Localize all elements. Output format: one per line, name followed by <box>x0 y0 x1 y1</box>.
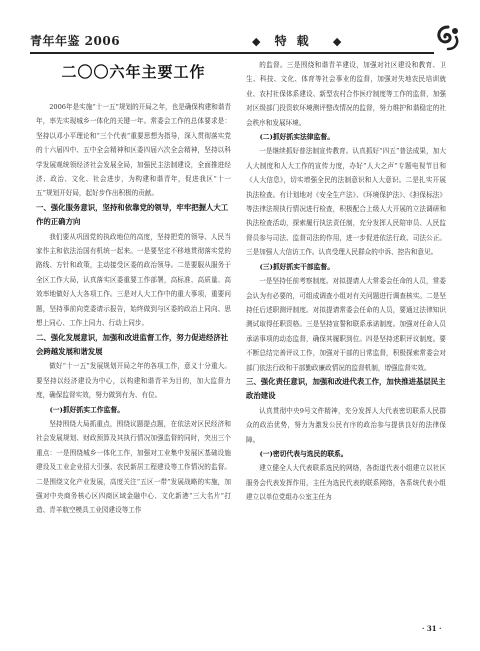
diamond-icon: ◆ <box>332 35 342 48</box>
paragraph: 一是坚持任前考察制度。对拟提请人大常委会任命的人员，常委会认为有必要的，可组成调查小组对有关问题进行调查核实。二是坚持任后述职测评制度。对拟提请常委会任命的人员，要通过法律知识测试取得任职资格。三是坚持宣誓和联系承诺制度。加强对任命人员承诺事项的动态监督，确保其履职到位。四是坚持述职评议制度。要不断总结完善评议工作，加强对干部的日常监督，积极探索常委会对部门依法行政和干部勤政廉政情况的监督机制，增强监督实效。 <box>246 277 446 372</box>
page-number: · 31 · <box>422 624 442 633</box>
paragraph: 认真贯彻中央9号文件精神，充分发挥人大代表密切联系人民群众的政治优势，努力为激发公民有序的政治参与提供良好的法律保障。 <box>246 406 446 444</box>
left-column-body <box>36 100 231 518</box>
header-rule <box>30 52 434 54</box>
yearbook-title: 青年年鉴 2006 <box>30 34 121 48</box>
section-heading: 一、强化服务意识，坚持和依靠党的领导，牢牢把握人大工作的正确方向 <box>36 202 229 227</box>
left-column <box>36 58 231 518</box>
subsection-heading: (一)密切代表与选民的联系。 <box>259 449 348 458</box>
diamond-icon: ◆ <box>252 35 261 48</box>
paragraph: 做好“十一五”发展规划开局之年的各项工作，意义十分重大。要坚持以经济建设为中心，以构建和谐青羊为目的，加大监督力度，确保监督实效，努力做到有为、有位。 <box>36 362 231 400</box>
paragraph: 一是继续抓好普法制宣传教育。认真抓好“四五”普法成果，加大人大制度和人大工作的宣传力度，办好“人大之声”专题电视节目和《人大信息》，切实增强全民的法制意识和人大意识。二是扎实开展执法检查。有计划地对《安全生产法》、《环境保护法》、《担保标法》等法律法规执行情况进行检查，积极配合上级人大开展的立法调研和执法检查活动，探索履行执法责任制，充分发挥人民陪审员、人民监督员参与司法、监督司法的作用，进一步促进依法行政、司法公正。三是加强人大信访工作。认真受理人民群众的申诉、控告和意见。 <box>246 147 446 257</box>
page-header <box>30 28 462 50</box>
right-column-body <box>246 58 446 505</box>
section-label <box>252 32 341 49</box>
subsection-heading: (一)抓好抓实工作监督。 <box>49 405 124 414</box>
section-heading: 二、强化发展意识，加强和改进监督工作，努力促进经济社会跨越发展和谐发展 <box>36 332 229 356</box>
right-column <box>246 58 446 505</box>
paragraph: 我们要从巩固党的执政地位的高度，坚持把党的领导、人民当家作主和依法治国有机统一起来。一是要坚定不移地贯彻落实党的路线、方针和政策，主动接受区委的政治领导。二是要服从服务于全区工作大局，认真落实区委重要工作部署，高标准、高质量、高效率地做好人大各项工作。三是对人大工作中的重大事项，重要问题，坚持事前向党委请示报告，始终做到与区委的政治上同向、思想上同心、工作上同力、行动上同步。 <box>36 232 231 328</box>
section-heading: 三、强化责任意识，加强和改进代表工作，加快推进基层民主政治建设 <box>246 376 446 401</box>
subsection-heading: (二)抓好抓实法律监督。 <box>259 133 334 142</box>
paragraph: 建立健全人大代表联系选民的网络，各街道代表小组建立以社区服务会代表发挥作用，主任为选民代表的联系网络，各系统代表小组建立以单位党组办公室主任为 <box>246 464 446 502</box>
article-title: 二〇〇六年主要工作 <box>61 63 206 81</box>
paragraph: 2006年是实施“十一五”规划的开局之年，也是确保构建和谐青年，率先实现城乡一体化的关键一年。常委会工作的总体要求是：坚持以邓小平理论和“三个代表”重要思想为指导，深入贯彻落实党的十六届四中、五中全会精神和区委四届六次全会精神，坚持以科学发展观统领经济社会发展全局，加强民主法制建设，全面推进经济、政治、文化、社会进步，为构建和谐青年，促进我区“十一五”规划开好局，起好步作出积极的贡献。 <box>36 103 231 198</box>
paragraph: 的监督。三是围绕和谐青羊建设，加强对社区建设和教育、卫生、科技、文化、体育等社会事业的监督，加强对失地农民培训就业、农村社保体系建设、新型农村合作医疗制度等工作的监督，加强对区级部门投资软环境测评整改情况的监督，努力维护和谐稳定的社会秩序和发展环境。 <box>246 61 446 127</box>
swirl-logo-icon <box>434 24 462 52</box>
subsection-heading: (三)抓好抓实干部监督。 <box>259 262 334 271</box>
paragraph: 坚持围绕大局抓重点，围绕议题提点题，在依法对区民经济和社会发展规划、财政预算及其执行情况加强监督的同时，突出三个重点：一是围绕城乡一体化工作，加强对工业集中发展区基础设施建设及工业企业招大引强、农民新居工程建设等工作情况的监督。二是围绕文化产业发展，高度关注“五区一带”发展战略的实施，加强对中央商务核心区四商区域金融中心、文化新港“三大名片”打造、青羊航空模具工业园建设等工作 <box>36 419 231 515</box>
section-char-2: 载 <box>296 34 319 48</box>
section-char-1: 特 <box>274 34 297 48</box>
